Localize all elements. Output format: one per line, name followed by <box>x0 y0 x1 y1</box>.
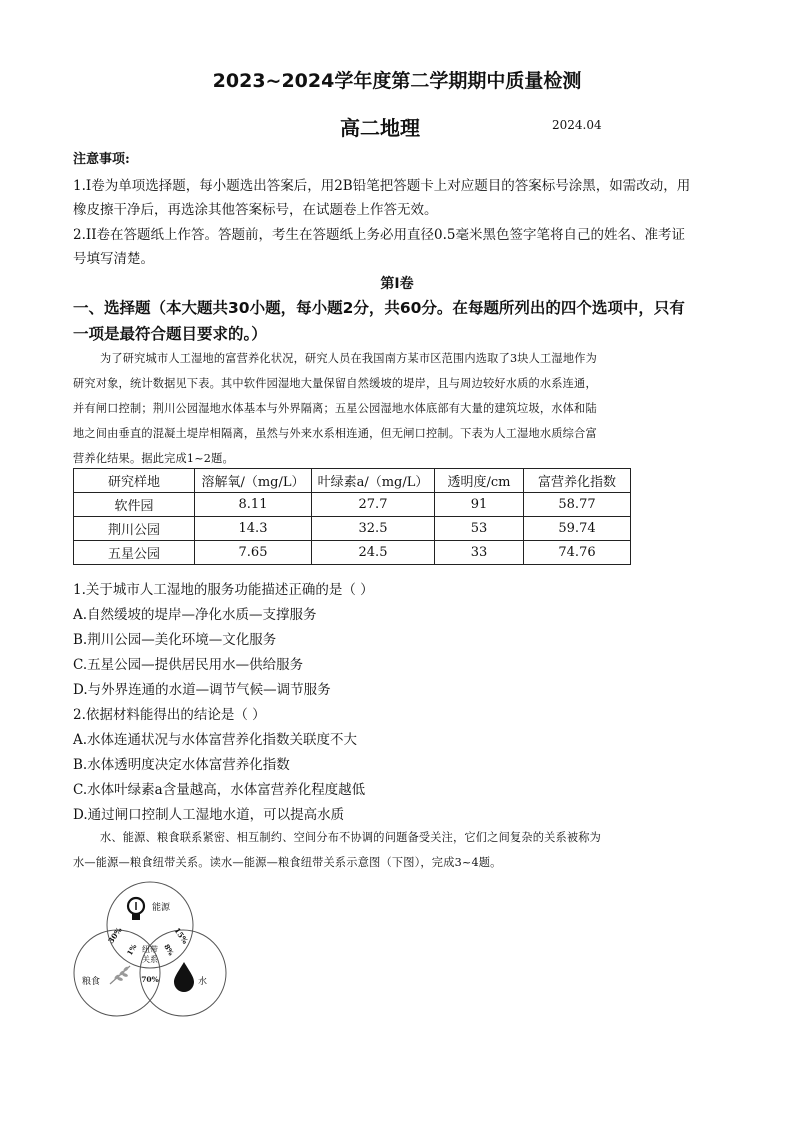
nexus-label-line1: 纽带 <box>142 945 158 954</box>
subject-title: 高二地理 <box>340 116 420 140</box>
material-line: 为了研究城市人工湿地的富营养化状况，研究人员在我国南方某市区范围内选取了3块人工湿地作为 <box>100 352 597 365</box>
table-header-cell: 叶绿素a/（mg/L） <box>312 469 435 493</box>
table-cell: 91 <box>435 493 524 517</box>
table-cell: 24.5 <box>312 541 435 565</box>
material-line: 并有闸口控制；荆川公园湿地水体基本与外界隔离；五星公园湿地水体底部有大量的建筑垃圾，水体和陆 <box>73 402 597 415</box>
table-cell: 五星公园 <box>74 541 195 565</box>
table-cell: 7.65 <box>195 541 312 565</box>
table-cell: 58.77 <box>524 493 631 517</box>
question-2-option-b: B.水体透明度决定水体富营养化指数 <box>73 757 290 773</box>
question-1-option-b: B.荆川公园—美化环境—文化服务 <box>73 632 277 648</box>
table-cell: 53 <box>435 517 524 541</box>
energy-label: 能源 <box>152 903 171 913</box>
exam-date: 2024.04 <box>552 118 602 132</box>
question-1-option-a: A.自然缓坡的堤岸—净化水质—支撑服务 <box>73 607 317 623</box>
table-header-cell: 溶解氧/（mg/L） <box>195 469 312 493</box>
notice-line: 1.I卷为单项选择题，每小题选出答案后，用2B铅笔把答题卡上对应题目的答案标号涂黑，如需改动，用 <box>73 178 691 194</box>
pct-inner-right: 8% <box>162 942 176 957</box>
table-cell: 8.11 <box>195 493 312 517</box>
question-1-option-d: D.与外界连通的水道—调节气候—调节服务 <box>73 682 331 698</box>
exam-title: 2023~2024学年度第二学期期中质量检测 <box>212 70 582 92</box>
pct-inner-left: 1% <box>124 942 139 957</box>
nexus-label-line2: 关系 <box>142 955 158 964</box>
table-row <box>74 517 631 541</box>
food-label: 粮食 <box>82 977 101 987</box>
pct-energy-food: 30% <box>106 925 124 946</box>
section-heading-cont: 一项是最符合题目要求的。） <box>73 325 267 343</box>
table-header-cell: 富营养化指数 <box>524 469 631 493</box>
table-cell: 74.76 <box>524 541 631 565</box>
volume-title: 第I卷 <box>380 276 414 292</box>
table-cell: 32.5 <box>312 517 435 541</box>
table-cell: 33 <box>435 541 524 565</box>
material-line: 营养化结果。据此完成1~2题。 <box>73 452 234 465</box>
wheat-icon <box>110 966 130 984</box>
water-quality-table <box>73 468 631 565</box>
material-line: 水—能源—粮食纽带关系。读水—能源—粮食纽带关系示意图（下图），完成3~4题。 <box>73 856 502 869</box>
table-row <box>74 541 631 565</box>
question-2-option-c: C.水体叶绿素a含量越高，水体富营养化程度越低 <box>73 782 366 798</box>
pct-energy-water: 15% <box>172 925 190 946</box>
table-cell: 荆川公园 <box>74 517 195 541</box>
question-2-stem: 2.依据材料能得出的结论是（ ） <box>73 707 266 723</box>
table-cell: 软件园 <box>74 493 195 517</box>
pct-food-water: 70% <box>141 975 159 984</box>
table-header-cell: 研究样地 <box>74 469 195 493</box>
notice-line: 2.II卷在答题纸上作答。答题前，考生在答题纸上务必用直径0.5毫米黑色签字笔将自己的姓名、准考证 <box>73 227 686 243</box>
table-cell: 27.7 <box>312 493 435 517</box>
notice-heading: 注意事项: <box>73 152 130 167</box>
table-header-row <box>74 469 631 493</box>
question-1-stem: 1.关于城市人工湿地的服务功能描述正确的是（ ） <box>73 582 374 598</box>
table-cell: 14.3 <box>195 517 312 541</box>
question-1-option-c: C.五星公园—提供居民用水—供给服务 <box>73 657 304 673</box>
table-row <box>74 493 631 517</box>
notice-line: 号填写清楚。 <box>73 251 154 267</box>
material-line: 水、能源、粮食联系紧密、相互制约、空间分布不协调的问题备受关注，它们之间复杂的关系被称为 <box>100 831 602 844</box>
water-drop-icon <box>174 962 194 992</box>
lightbulb-icon <box>128 898 144 920</box>
table-header-cell: 透明度/cm <box>435 469 524 493</box>
question-2-option-a: A.水体连通状况与水体富营养化指数关联度不大 <box>73 732 358 748</box>
question-2-option-d: D.通过闸口控制人工湿地水道，可以提高水质 <box>73 807 345 823</box>
section-heading: 一、选择题（本大题共30小题，每小题2分，共60分。在每题所列出的四个选项中，只有 <box>73 299 685 317</box>
nexus-venn-diagram <box>70 880 230 1020</box>
water-label: 水 <box>198 977 208 987</box>
food-circle <box>74 930 160 1016</box>
table-cell: 59.74 <box>524 517 631 541</box>
notice-line: 橡皮擦干净后，再选涂其他答案标号，在试题卷上作答无效。 <box>73 202 438 218</box>
material-line: 研究对象，统计数据见下表。其中软件园湿地大量保留自然缓坡的堤岸，且与周边较好水质的水系连通， <box>73 377 597 390</box>
material-line: 地之间由垂直的混凝土堤岸相隔离，虽然与外来水系相连通，但无闸口控制。下表为人工湿地水质综合富 <box>73 427 597 440</box>
